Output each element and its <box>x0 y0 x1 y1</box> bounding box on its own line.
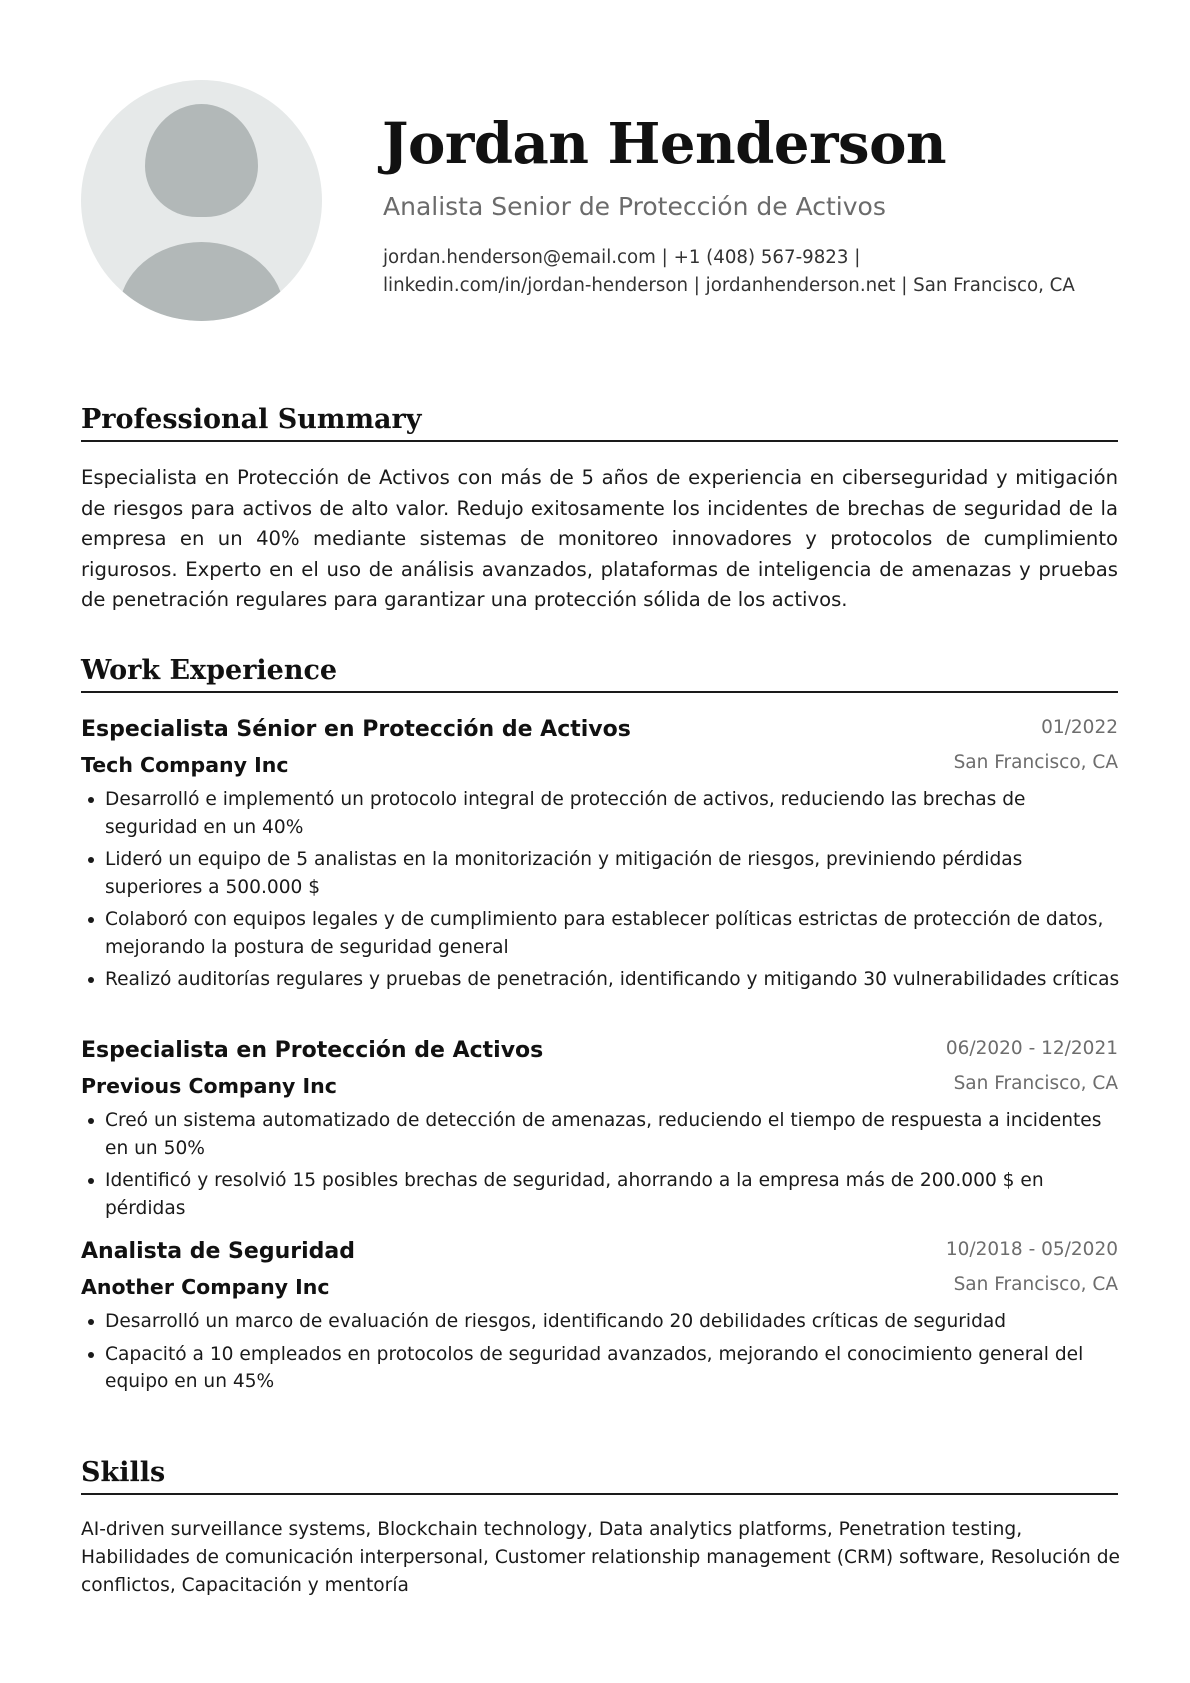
job-dates: 06/2020 - 12/2021 <box>945 1038 1118 1059</box>
list-item: Realizó auditorías regulares y pruebas de penetración, identificando y mitigando 30 vulnerabilidades críticas <box>81 966 1121 994</box>
job-location: San Francisco, CA <box>953 1274 1118 1295</box>
job-dates: 01/2022 <box>1041 717 1118 738</box>
job-title: Especialista en Protección de Activos <box>81 1038 544 1063</box>
bullet-icon <box>88 917 94 923</box>
job-bullets <box>81 786 1121 994</box>
job-company: Previous Company Inc <box>81 1074 337 1098</box>
list-item: Creó un sistema automatizado de detección de amenazas, reduciendo el tiempo de respuesta a incidentes en un 50% <box>81 1107 1121 1162</box>
section-title-summary: Professional Summary <box>81 402 1118 442</box>
bullet-icon <box>88 1178 94 1184</box>
bullet-icon <box>88 857 94 863</box>
candidate-name: Jordan Henderson <box>382 111 947 177</box>
bullet-icon <box>88 1352 94 1358</box>
bullet-icon <box>88 977 94 983</box>
contact-line-1: jordan.henderson@email.com | +1 (408) 567-9823 | <box>383 247 861 268</box>
list-item: Desarrolló un marco de evaluación de riesgos, identificando 20 debilidades críticas de seguridad <box>81 1308 1121 1336</box>
section-title-experience: Work Experience <box>81 653 1118 693</box>
job-dates: 10/2018 - 05/2020 <box>945 1239 1118 1260</box>
list-item: Colaboró con equipos legales y de cumplimiento para establecer políticas estrictas de protección de datos, mejorando la postura de seguridad general <box>81 906 1121 961</box>
job-bullets <box>81 1308 1121 1396</box>
skills-text: AI-driven surveillance systems, Blockchain technology, Data analytics platforms, Penetration testing, Habilidades de comunicación interpersonal, Customer relationship management (CRM) software, Resolución de conflictos, Capacitación y mentoría <box>81 1519 1120 1596</box>
contact-line-2: linkedin.com/in/jordan-henderson | jordanhenderson.net | San Francisco, CA <box>383 275 1075 296</box>
list-item: Capacitó a 10 empleados en protocolos de seguridad avanzados, mejorando el conocimiento general del equipo en un 45% <box>81 1341 1121 1396</box>
job-title: Especialista Sénior en Protección de Activos <box>81 717 631 742</box>
summary-text: Especialista en Protección de Activos con más de 5 años de experiencia en ciberseguridad y mitigación de riesgos para activos de alto valor. Redujo exitosamente los incidentes de brechas de seguridad de la empresa en un 40% mediante sistemas de monitoreo innovadores y protocolos de cumplimiento rigurosos. Experto en el uso de análisis avanzados, plataformas de inteligencia de amenazas y pruebas de penetración regulares para garantizar una protección sólida de los activos. <box>81 466 1118 611</box>
avatar-placeholder <box>81 80 322 321</box>
job-bullets <box>81 1107 1121 1222</box>
list-item: Lideró un equipo de 5 analistas en la monitorización y mitigación de riesgos, previniendo pérdidas superiores a 500.000 $ <box>81 846 1121 901</box>
bullet-icon <box>88 797 94 803</box>
job-company: Another Company Inc <box>81 1275 330 1299</box>
list-item: Desarrolló e implementó un protocolo integral de protección de activos, reduciendo las brechas de seguridad en un 40% <box>81 786 1121 841</box>
job-title: Analista de Seguridad <box>81 1239 355 1264</box>
contact-info <box>383 244 1143 300</box>
job-location: San Francisco, CA <box>953 1073 1118 1094</box>
avatar-body-shape <box>119 242 284 321</box>
list-item: Identificó y resolvió 15 posibles brechas de seguridad, ahorrando a la empresa más de 200.000 $ en pérdidas <box>81 1167 1121 1222</box>
avatar-head-shape <box>145 104 258 217</box>
bullet-icon <box>88 1319 94 1325</box>
bullet-icon <box>88 1118 94 1124</box>
job-location: San Francisco, CA <box>953 752 1118 773</box>
candidate-role: Analista Senior de Protección de Activos <box>383 192 886 221</box>
job-company: Tech Company Inc <box>81 753 289 777</box>
section-title-skills: Skills <box>81 1455 1118 1495</box>
